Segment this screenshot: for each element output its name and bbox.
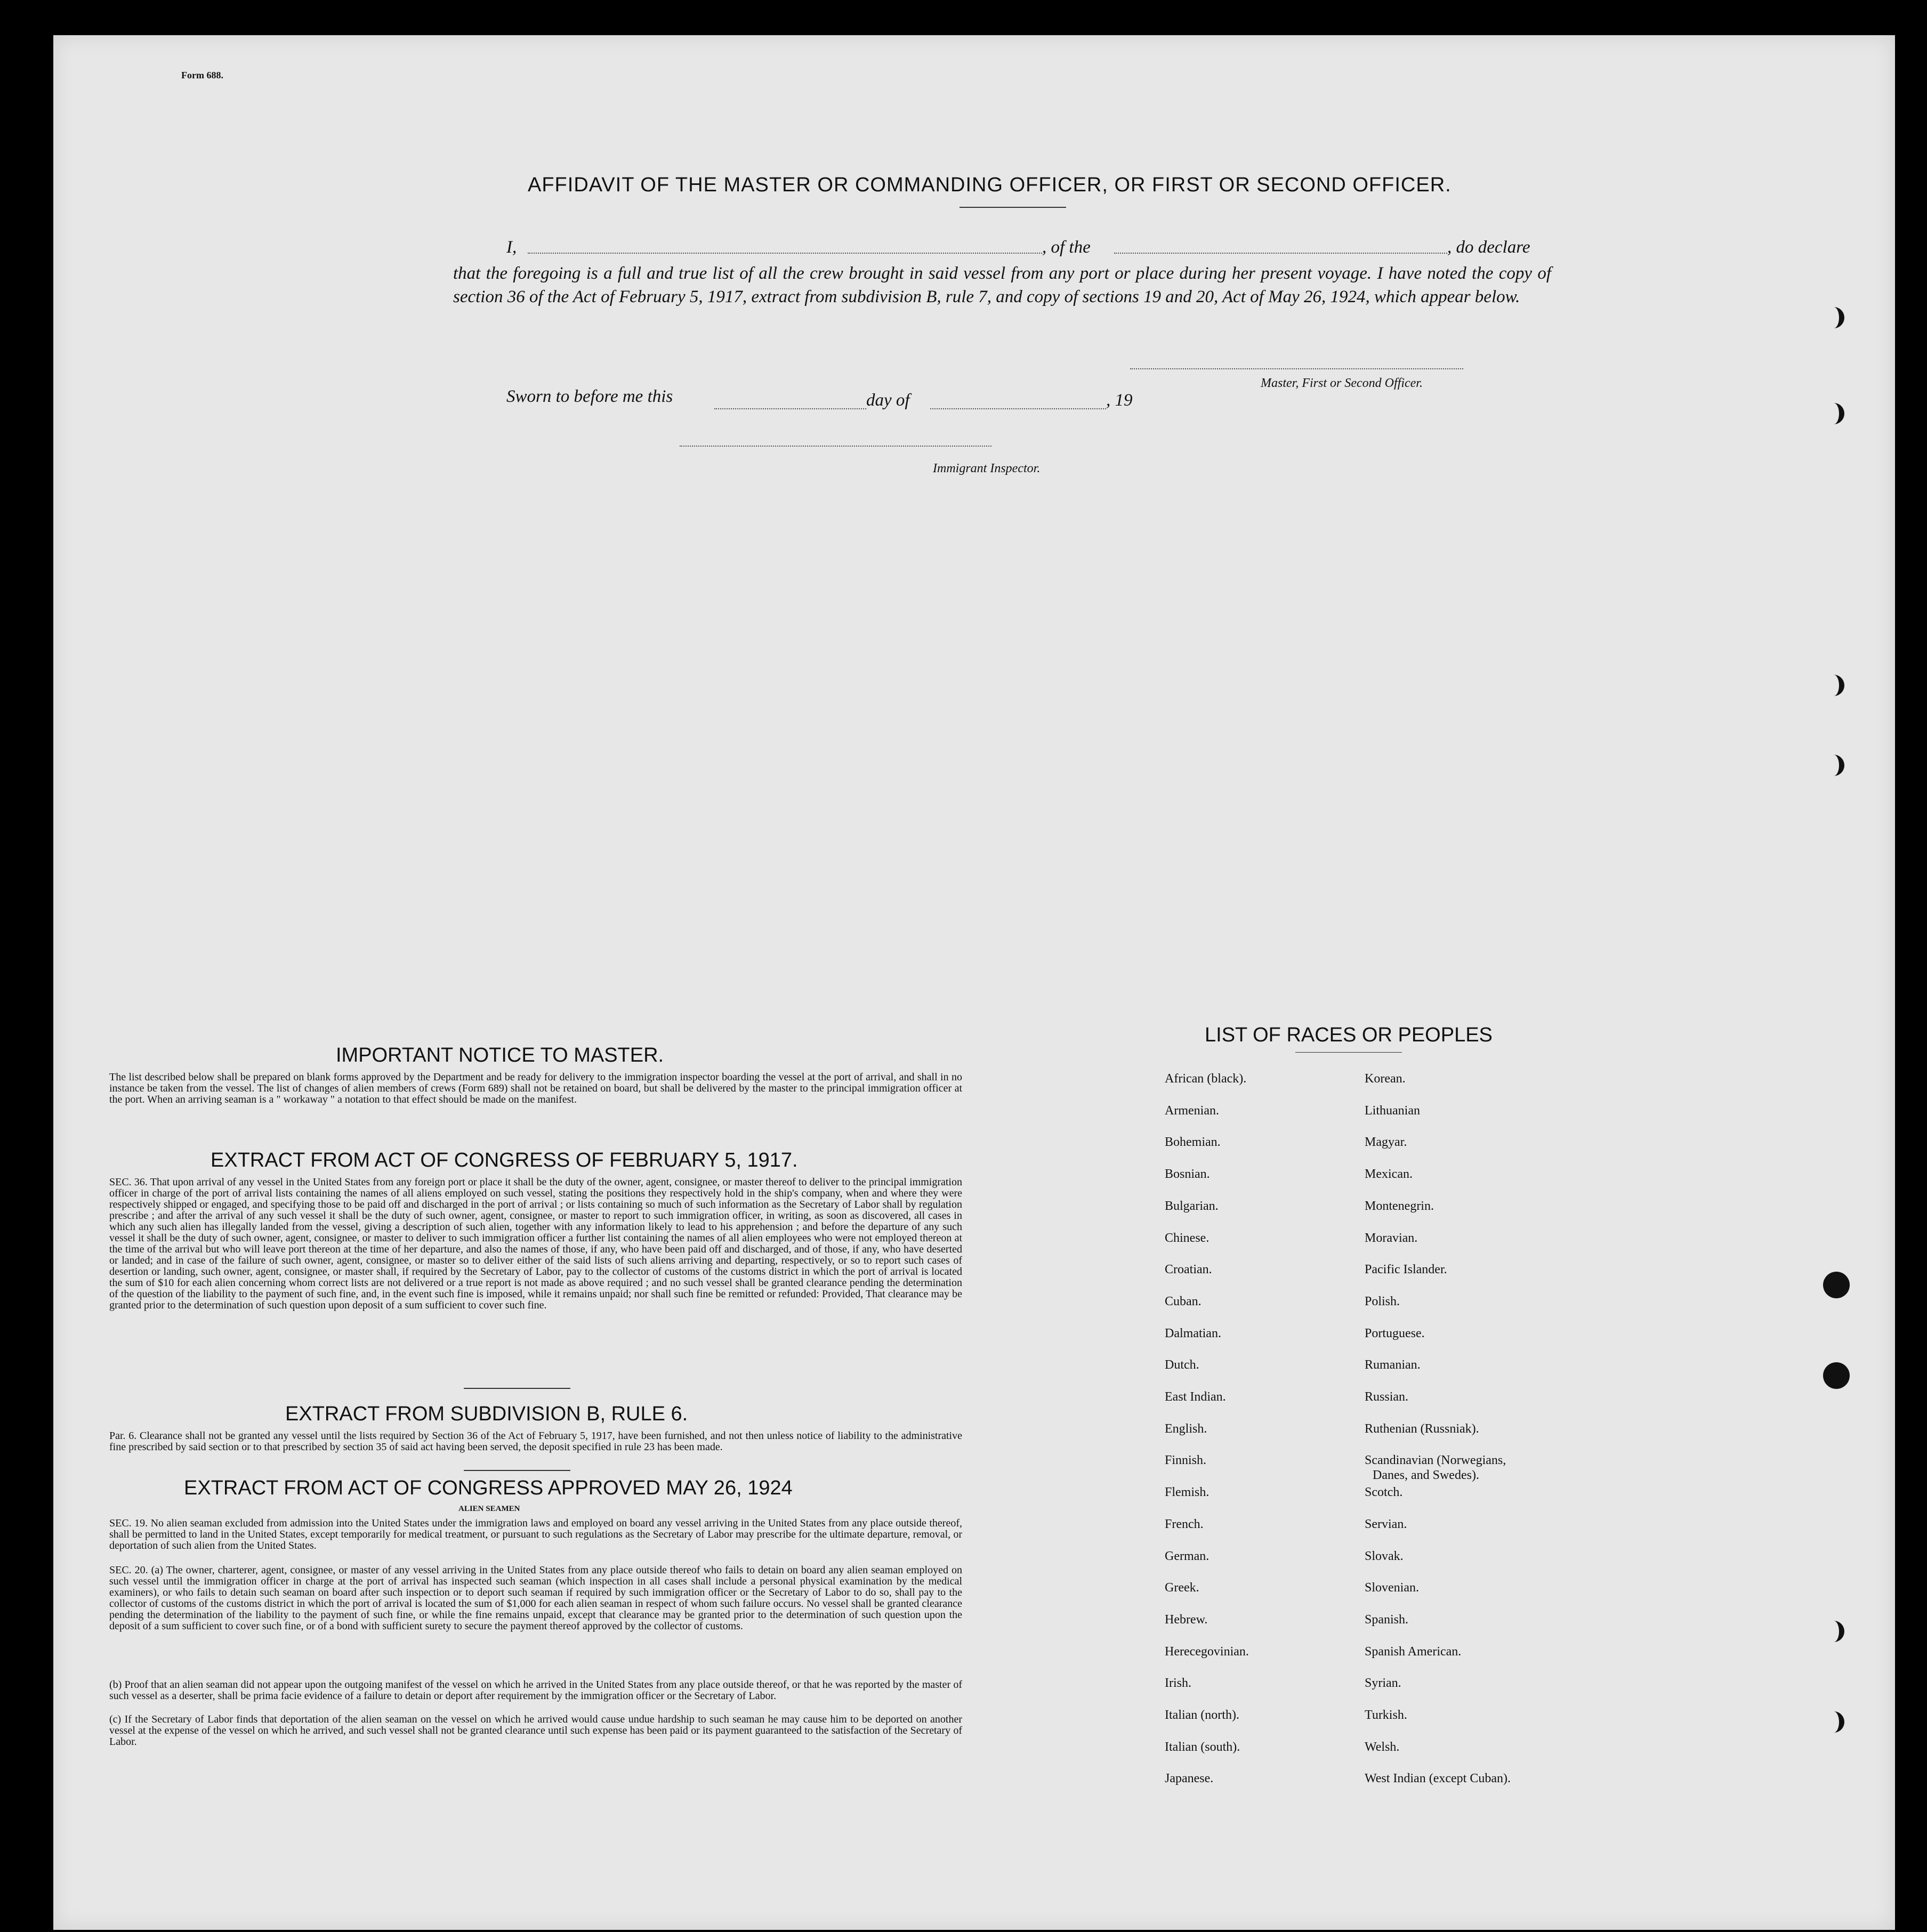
affidavit-title: AFFIDAVIT OF THE MASTER OR COMMANDING OFFICER, OR FIRST OR SECOND OFFICER.	[528, 174, 1452, 196]
race-item: German.	[1165, 1549, 1210, 1563]
extract-rule6-body: Par. 6. Clearance shall not be granted any vessel until the lists required by Section 36 of the Act of February 5, 1917, have been furnished, and not then unless notice of liability to the administrative fine prescribed by said section or to that prescribed by section 35 of said act having been served, the deposit specified in rule 23 has been made.	[109, 1430, 962, 1453]
race-item: Bulgarian.	[1165, 1199, 1219, 1213]
race-item: Servian.	[1365, 1517, 1407, 1531]
race-item: Korean.	[1365, 1072, 1406, 1086]
extract-1917-body: SEC. 36. That upon arrival of any vessel in the United States from any foreign port or place it shall be the duty of the owner, agent, consignee, or master thereof to deliver to the principal immigration officer in charge of the port of arrival lists containing the names of all aliens employed on such vessel, stating the positions they respectively hold in the ship's company, when and where they were respectively shipped or engaged, and specifying those to be paid off and discharged in the port of arrival ; or lists containing so much of such information as the Secretary of Labor shall by regulation prescribe ; and after the arrival of any such vessel it shall be the duty of such owner, agent, consignee, or master to report to such immigration officer, in writing, as soon as discovered, all cases in which any such alien has illegally landed from the vessel, giving a description of such alien, together with any information likely to lead to his apprehension ; and before the departure of any such vessel it shall be the duty of such owner, agent, consignee, or master to deliver to such immigration officer a further list containing the names of all alien employees who were not employed thereon at the time of the arrival but who will leave port thereon at the time of her departure, and also the names of those, if any, who have been paid off and discharged, and of those, if any, who have deserted or landed; and in case of the failure of such owner, agent, consignee, or master so to deliver either of the said lists of such aliens arriving and departing, respectively, or so to report such cases of desertion or landing, such owner, agent, consignee, or master shall, if required by the Secretary of Labor, pay to the collector of customs of the customs district in which the port of arrival is located the sum of $10 for each alien concerning whom correct lists are not delivered or a true report is not made as above required ; and no such vessel shall be granted clearance pending the determination of the question of the liability to the payment of such fine, and, in the event such fine is imposed, while it remains unpaid; nor shall such fine be remitted or refunded: Provided, That clearance may be granted prior to the determination of such question upon deposit of a sum sufficient to cover such fine.	[109, 1176, 962, 1311]
race-item: Portuguese.	[1365, 1326, 1425, 1340]
declarant-label: I,	[506, 238, 517, 257]
race-item: Slovak.	[1365, 1549, 1404, 1563]
race-item: Spanish.	[1365, 1612, 1409, 1627]
races-rule	[1295, 1052, 1402, 1053]
race-item: Finnish.	[1165, 1453, 1207, 1468]
race-item: Croatian.	[1165, 1263, 1212, 1277]
sec20b-body: (b) Proof that an alien seaman did not appear upon the outgoing manifest of the vessel on which he arrived in the United States from any place outside thereof, or that he was reported by the master of such vessel as a deserter, shall be prima facie evidence of a failure to detain or deport after requirement by the immigration officer or the Secretary of Labor.	[109, 1679, 962, 1702]
sworn-label: Sworn to before me this	[506, 387, 673, 406]
race-item: Bosnian.	[1165, 1167, 1210, 1182]
race-item: Mexican.	[1365, 1167, 1413, 1182]
race-item: Irish.	[1165, 1676, 1191, 1691]
inspector-label: Immigrant Inspector.	[933, 462, 1041, 475]
race-item: Flemish.	[1165, 1485, 1210, 1500]
binding-mark	[1823, 675, 1844, 696]
extract-1917-title: EXTRACT FROM ACT OF CONGRESS OF FEBRUARY 5, 1917.	[211, 1149, 798, 1171]
extract-rule6-title: EXTRACT FROM SUBDIVISION B, RULE 6.	[285, 1403, 688, 1425]
binding-mark	[1823, 1711, 1844, 1733]
binding-mark	[1823, 403, 1844, 424]
vessel-line	[1114, 253, 1447, 254]
race-item: French.	[1165, 1517, 1204, 1531]
title-rule	[960, 207, 1066, 208]
sec20a-body: SEC. 20. (a) The owner, charterer, agent, consignee, or master of any vessel arriving in the United States from any place outside thereof who fails to detain on board any alien seaman employed on such vessel until the immigration officer in charge at the port of arrival has inspected such seaman (which inspection in all cases shall include a personal physical examination by the medical examiners), or who fails to detain such seaman on board after such inspection or to deport such seaman if required by such immigration officer or the Secretary of Labor to do so, shall pay to the collector of customs of the customs district in which the port of arrival is located the sum of $1,000 for each alien seaman in respect of whom such failure occurs. No vessel shall be granted clearance pending the determination of the liability to the payment of such fine, or while the fine remains unpaid, except that clearance may be granted prior to the determination of such question upon the deposit of a sum sufficient to cover such fine, or of a bond with sufficient surety to secure the payment thereof approved by the collector of customs.	[109, 1564, 962, 1632]
race-item: Danes, and Swedes).	[1373, 1468, 1479, 1483]
race-item: Greek.	[1165, 1581, 1199, 1595]
document-page	[53, 35, 1895, 1930]
race-item: Cuban.	[1165, 1294, 1202, 1308]
race-item: Ruthenian (Russniak).	[1365, 1421, 1479, 1436]
race-item: Turkish.	[1365, 1708, 1407, 1722]
day-line	[714, 408, 866, 409]
race-item: East Indian.	[1165, 1390, 1226, 1404]
race-item: Spanish American.	[1365, 1644, 1462, 1659]
race-item: Welsh.	[1365, 1740, 1400, 1754]
race-item: Hebrew.	[1165, 1612, 1208, 1627]
notice-title: IMPORTANT NOTICE TO MASTER.	[336, 1044, 664, 1066]
race-item: Pacific Islander.	[1365, 1263, 1447, 1277]
race-item: Scandinavian (Norwegians,	[1365, 1453, 1506, 1468]
race-item: Italian (north).	[1165, 1708, 1239, 1722]
do-declare-label: , do declare	[1447, 238, 1530, 257]
race-item: Magyar.	[1365, 1135, 1407, 1150]
race-item: Italian (south).	[1165, 1740, 1240, 1754]
race-item: Scotch.	[1365, 1485, 1403, 1500]
race-item: Japanese.	[1165, 1772, 1214, 1786]
race-item: Russian.	[1365, 1390, 1409, 1404]
signature-line	[1130, 368, 1463, 369]
inspector-line	[680, 446, 991, 447]
race-item: Dutch.	[1165, 1358, 1199, 1372]
sec19-body: SEC. 19. No alien seaman excluded from admission into the United States under the immigration laws and employed on board any vessel arriving in the United States from any place outside thereof, shall be permitted to land in the United States, except temporarily for medical treatment, or pursuant to such regulations as the Secretary of Labor may prescribe for the ultimate departure, removal, or deportation of such alien from the United States.	[109, 1517, 962, 1551]
binding-mark	[1823, 307, 1844, 328]
signature-label: Master, First or Second Officer.	[1261, 376, 1423, 390]
race-item: Polish.	[1365, 1294, 1400, 1308]
race-item: Herecegovinian.	[1165, 1644, 1249, 1659]
extract-1924-title: EXTRACT FROM ACT OF CONGRESS APPROVED MAY 26, 1924	[184, 1477, 793, 1499]
punch-hole	[1823, 1272, 1850, 1298]
of-the-label: , of the	[1042, 238, 1091, 257]
race-item: Montenegrin.	[1365, 1199, 1434, 1213]
race-item: Slovenian.	[1365, 1581, 1419, 1595]
punch-hole	[1823, 1362, 1850, 1389]
extract-rule-2	[464, 1470, 570, 1471]
race-item: Rumanian.	[1365, 1358, 1421, 1372]
form-number: Form 688.	[181, 70, 223, 80]
race-item: Moravian.	[1365, 1231, 1418, 1245]
binding-mark	[1823, 755, 1844, 776]
race-item: Dalmatian.	[1165, 1326, 1221, 1340]
sec20c-body: (c) If the Secretary of Labor finds that deportation of the alien seaman on the vessel on which he arrived would cause undue hardship to such seaman he may cause him to be deported on another vessel at the expense of the vessel on which he arrived, and such vessel shall not be granted clearance until such expense has been paid or its payment guaranteed to the satisfaction of the Secretary of Labor.	[109, 1713, 962, 1748]
extract-rule	[464, 1388, 570, 1389]
day-of-label: day of	[866, 391, 910, 410]
race-item: English.	[1165, 1421, 1207, 1436]
race-item: Lithuanian	[1365, 1103, 1420, 1118]
alien-seamen-subtitle: ALIEN SEAMEN	[458, 1505, 520, 1513]
race-item: Syrian.	[1365, 1676, 1401, 1691]
race-item: West Indian (except Cuban).	[1365, 1772, 1511, 1786]
race-item: Armenian.	[1165, 1103, 1219, 1118]
races-title: LIST OF RACES OR PEOPLES	[1205, 1024, 1493, 1046]
race-item: African (black).	[1165, 1072, 1247, 1086]
month-line	[930, 408, 1106, 409]
race-item: Bohemian.	[1165, 1135, 1221, 1150]
year-label: , 19	[1106, 391, 1133, 410]
binding-mark	[1823, 1621, 1844, 1642]
affidavit-paragraph: that the foregoing is a full and true list of all the crew brought in said vessel from any port or place during her present voyage. I have noted the copy of section 36 of the Act of February 5, 1917, extract from subdivision B, rule 7, and copy of sections 19 and 20, Act of May 26, 1924, which appear below.	[453, 264, 1551, 306]
name-line	[528, 253, 1042, 254]
race-item: Chinese.	[1165, 1231, 1210, 1245]
notice-body: The list described below shall be prepared on blank forms approved by the Department and be ready for delivery to the immigration inspector boarding the vessel at the port of arrival, and shall in no instance be taken from the vessel. The list of changes of alien members of crews (Form 689) shall not be retained on board, but shall be delivered by the master to the principal immigration officer at the port. When an arriving seaman is a " workaway " a notation to that effect should be made on the manifest.	[109, 1071, 962, 1105]
